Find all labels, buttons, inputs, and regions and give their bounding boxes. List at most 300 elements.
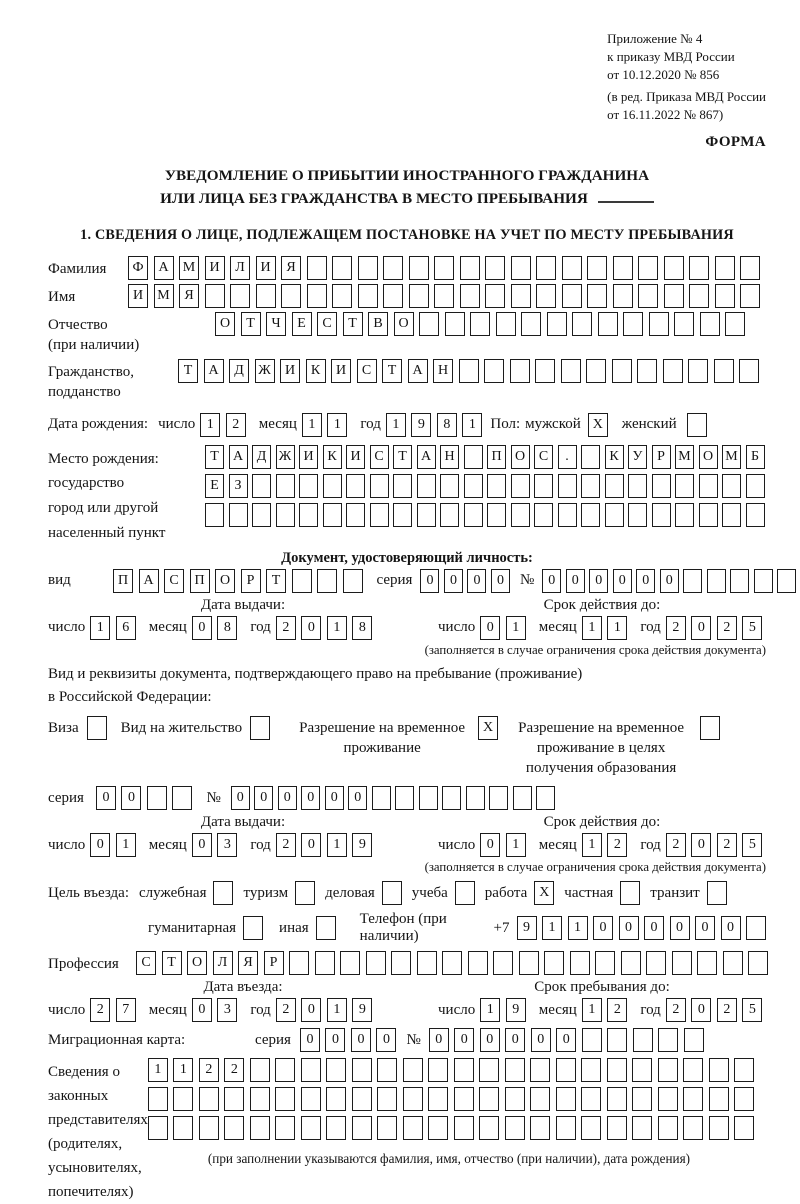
citizenship-cell[interactable]	[459, 359, 479, 383]
doc-series-cell[interactable]: 0	[420, 569, 439, 593]
purpose-private-checkbox[interactable]	[620, 881, 640, 905]
profession-cell[interactable]	[748, 951, 768, 975]
patronymic-cell[interactable]: С	[317, 312, 337, 336]
surname-cell[interactable]	[332, 256, 352, 280]
entry-year-cell[interactable]: 2	[276, 998, 296, 1022]
representative-cell[interactable]	[734, 1116, 754, 1140]
patronymic-cell[interactable]	[623, 312, 643, 336]
profession-cell[interactable]	[570, 951, 590, 975]
representative-cell[interactable]	[505, 1087, 525, 1111]
firstname-cell[interactable]	[256, 284, 276, 308]
patronymic-cell[interactable]	[470, 312, 490, 336]
representative-cell[interactable]	[479, 1058, 499, 1082]
phone-digit-cell[interactable]: 0	[644, 916, 664, 940]
surname-cell[interactable]	[740, 256, 760, 280]
migration-number-cell[interactable]	[633, 1028, 653, 1052]
doc-number-cell[interactable]	[754, 569, 773, 593]
surname-cell[interactable]	[511, 256, 531, 280]
citizenship-cell[interactable]	[612, 359, 632, 383]
issue-year-cell[interactable]: 9	[352, 833, 372, 857]
doc-kind-cell[interactable]: Т	[266, 569, 286, 593]
representative-cell[interactable]	[632, 1058, 652, 1082]
birth-place-cell[interactable]: П	[487, 445, 506, 469]
representative-cell[interactable]	[581, 1116, 601, 1140]
representative-cell[interactable]	[199, 1116, 219, 1140]
issue-year-cell[interactable]: 1	[327, 616, 347, 640]
patronymic-cell[interactable]	[700, 312, 720, 336]
citizenship-cell[interactable]	[688, 359, 708, 383]
representative-cell[interactable]	[632, 1087, 652, 1111]
birth-place-cell[interactable]	[534, 474, 553, 498]
surname-cell[interactable]: И	[205, 256, 225, 280]
doc-kind-cell[interactable]: А	[139, 569, 159, 593]
doc-number-cell[interactable]	[707, 569, 726, 593]
representative-cell[interactable]: 2	[199, 1058, 219, 1082]
phone-digit-cell[interactable]: 0	[721, 916, 741, 940]
citizenship-cell[interactable]: Н	[433, 359, 453, 383]
expiry-month-cell[interactable]: 2	[607, 833, 627, 857]
citizenship-cell[interactable]: А	[204, 359, 224, 383]
citizenship-cell[interactable]	[484, 359, 504, 383]
residence-series-cell[interactable]	[147, 786, 167, 810]
birth-place-cell[interactable]	[417, 474, 436, 498]
birth-place-cell[interactable]	[393, 503, 412, 527]
birth-day-cell[interactable]: 2	[226, 413, 246, 437]
birth-place-cell[interactable]: .	[558, 445, 577, 469]
birth-place-cell[interactable]	[346, 474, 365, 498]
doc-series-cell[interactable]: 0	[444, 569, 463, 593]
birth-place-cell[interactable]: И	[346, 445, 365, 469]
firstname-cell[interactable]	[562, 284, 582, 308]
representative-cell[interactable]	[275, 1087, 295, 1111]
purpose-business-checkbox[interactable]	[382, 881, 402, 905]
representative-cell[interactable]	[658, 1058, 678, 1082]
firstname-cell[interactable]	[358, 284, 378, 308]
patronymic-cell[interactable]	[572, 312, 592, 336]
birth-place-cell[interactable]: О	[699, 445, 718, 469]
representative-cell[interactable]	[454, 1116, 474, 1140]
profession-cell[interactable]	[289, 951, 309, 975]
representative-cell[interactable]	[505, 1116, 525, 1140]
stay-day-cell[interactable]: 9	[506, 998, 526, 1022]
surname-cell[interactable]	[638, 256, 658, 280]
representative-cell[interactable]	[734, 1087, 754, 1111]
visa-checkbox[interactable]	[87, 716, 107, 740]
representative-cell[interactable]	[709, 1087, 729, 1111]
doc-number-cell[interactable]: 0	[542, 569, 561, 593]
profession-cell[interactable]: Я	[238, 951, 258, 975]
doc-series-cell[interactable]: 0	[467, 569, 486, 593]
surname-cell[interactable]	[664, 256, 684, 280]
citizenship-cell[interactable]	[714, 359, 734, 383]
residence-permit-checkbox[interactable]	[250, 716, 270, 740]
doc-number-cell[interactable]: 0	[660, 569, 679, 593]
birth-place-cell[interactable]	[487, 474, 506, 498]
doc-kind-cell[interactable]: О	[215, 569, 235, 593]
purpose-work-checkbox[interactable]: X	[534, 881, 554, 905]
birth-place-cell[interactable]: А	[229, 445, 248, 469]
purpose-tourism-checkbox[interactable]	[295, 881, 315, 905]
migration-number-cell[interactable]: 0	[454, 1028, 474, 1052]
birth-place-cell[interactable]	[605, 503, 624, 527]
migration-series-cell[interactable]: 0	[351, 1028, 371, 1052]
residence-number-cell[interactable]: 0	[278, 786, 297, 810]
residence-number-cell[interactable]: 0	[348, 786, 367, 810]
representative-cell[interactable]	[556, 1058, 576, 1082]
birth-year-cell[interactable]: 8	[437, 413, 457, 437]
surname-cell[interactable]	[689, 256, 709, 280]
surname-cell[interactable]	[383, 256, 403, 280]
residence-number-cell[interactable]: 0	[231, 786, 250, 810]
doc-kind-cell[interactable]: П	[113, 569, 133, 593]
representative-cell[interactable]	[326, 1058, 346, 1082]
residence-number-cell[interactable]	[536, 786, 555, 810]
birth-place-cell[interactable]	[299, 474, 318, 498]
phone-digit-cell[interactable]: 1	[542, 916, 562, 940]
representative-cell[interactable]: 1	[148, 1058, 168, 1082]
issue-year-cell[interactable]: 0	[301, 833, 321, 857]
issue-year-cell[interactable]: 2	[276, 616, 296, 640]
patronymic-cell[interactable]: Т	[241, 312, 261, 336]
birth-place-cell[interactable]	[393, 474, 412, 498]
expiry-day-cell[interactable]: 1	[506, 616, 526, 640]
issue-month-cell[interactable]: 0	[192, 616, 212, 640]
patronymic-cell[interactable]: О	[215, 312, 235, 336]
doc-series-cell[interactable]: 0	[491, 569, 510, 593]
representative-cell[interactable]	[607, 1116, 627, 1140]
birth-place-cell[interactable]	[605, 474, 624, 498]
birth-place-cell[interactable]: С	[534, 445, 553, 469]
profession-cell[interactable]: Р	[264, 951, 284, 975]
representative-cell[interactable]	[326, 1087, 346, 1111]
firstname-cell[interactable]	[511, 284, 531, 308]
firstname-cell[interactable]	[664, 284, 684, 308]
residence-number-cell[interactable]	[489, 786, 508, 810]
representative-cell[interactable]	[352, 1058, 372, 1082]
residence-number-cell[interactable]: 0	[301, 786, 320, 810]
birth-place-cell[interactable]	[464, 474, 483, 498]
patronymic-cell[interactable]: Ч	[266, 312, 286, 336]
citizenship-cell[interactable]: Т	[382, 359, 402, 383]
issue-year-cell[interactable]: 1	[327, 833, 347, 857]
birth-place-cell[interactable]	[652, 503, 671, 527]
patronymic-cell[interactable]	[496, 312, 516, 336]
phone-digit-cell[interactable]: 0	[695, 916, 715, 940]
expiry-year-cell[interactable]: 0	[691, 616, 711, 640]
expiry-month-cell[interactable]: 1	[582, 833, 602, 857]
representative-cell[interactable]	[607, 1087, 627, 1111]
phone-digit-cell[interactable]: 0	[593, 916, 613, 940]
firstname-cell[interactable]	[740, 284, 760, 308]
birth-place-cell[interactable]	[558, 474, 577, 498]
firstname-cell[interactable]	[434, 284, 454, 308]
expiry-year-cell[interactable]: 0	[691, 833, 711, 857]
birth-place-cell[interactable]: К	[605, 445, 624, 469]
expiry-day-cell[interactable]: 1	[506, 833, 526, 857]
birth-place-cell[interactable]: Р	[652, 445, 671, 469]
birth-year-cell[interactable]: 1	[462, 413, 482, 437]
representative-cell[interactable]	[479, 1116, 499, 1140]
profession-cell[interactable]	[340, 951, 360, 975]
entry-year-cell[interactable]: 0	[301, 998, 321, 1022]
representative-cell[interactable]	[403, 1058, 423, 1082]
representative-cell[interactable]	[148, 1087, 168, 1111]
phone-digit-cell[interactable]: 0	[619, 916, 639, 940]
surname-cell[interactable]	[613, 256, 633, 280]
doc-number-cell[interactable]	[777, 569, 796, 593]
migration-number-cell[interactable]: 0	[556, 1028, 576, 1052]
representative-cell[interactable]	[581, 1058, 601, 1082]
representative-cell[interactable]	[581, 1087, 601, 1111]
phone-digit-cell[interactable]	[746, 916, 766, 940]
birth-place-cell[interactable]	[252, 474, 271, 498]
residence-number-cell[interactable]	[442, 786, 461, 810]
surname-cell[interactable]: И	[256, 256, 276, 280]
profession-cell[interactable]: С	[136, 951, 156, 975]
doc-number-cell[interactable]	[683, 569, 702, 593]
issue-year-cell[interactable]: 8	[352, 616, 372, 640]
firstname-cell[interactable]	[409, 284, 429, 308]
issue-month-cell[interactable]: 8	[217, 616, 237, 640]
representative-cell[interactable]	[199, 1087, 219, 1111]
birth-place-cell[interactable]	[440, 474, 459, 498]
birth-place-cell[interactable]	[299, 503, 318, 527]
patronymic-cell[interactable]	[674, 312, 694, 336]
firstname-cell[interactable]	[613, 284, 633, 308]
birth-place-cell[interactable]	[722, 474, 741, 498]
birth-place-cell[interactable]	[346, 503, 365, 527]
representative-cell[interactable]	[734, 1058, 754, 1082]
profession-cell[interactable]	[544, 951, 564, 975]
issue-year-cell[interactable]: 2	[276, 833, 296, 857]
migration-number-cell[interactable]: 0	[531, 1028, 551, 1052]
birth-place-cell[interactable]	[675, 474, 694, 498]
expiry-year-cell[interactable]: 2	[717, 833, 737, 857]
surname-cell[interactable]: Ф	[128, 256, 148, 280]
residence-number-cell[interactable]: 0	[254, 786, 273, 810]
birth-place-cell[interactable]	[511, 474, 530, 498]
profession-cell[interactable]	[621, 951, 641, 975]
representative-cell[interactable]	[377, 1087, 397, 1111]
patronymic-cell[interactable]	[521, 312, 541, 336]
purpose-official-checkbox[interactable]	[213, 881, 233, 905]
expiry-day-cell[interactable]: 0	[480, 833, 500, 857]
entry-day-cell[interactable]: 7	[116, 998, 136, 1022]
birth-place-cell[interactable]	[581, 503, 600, 527]
birth-place-cell[interactable]: К	[323, 445, 342, 469]
female-checkbox[interactable]	[687, 413, 707, 437]
profession-cell[interactable]	[417, 951, 437, 975]
stay-year-cell[interactable]: 0	[691, 998, 711, 1022]
representative-cell[interactable]: 2	[224, 1058, 244, 1082]
entry-month-cell[interactable]: 0	[192, 998, 212, 1022]
doc-number-cell[interactable]	[730, 569, 749, 593]
representative-cell[interactable]	[377, 1116, 397, 1140]
birth-place-cell[interactable]	[323, 503, 342, 527]
migration-number-cell[interactable]: 0	[480, 1028, 500, 1052]
representative-cell[interactable]	[454, 1058, 474, 1082]
purpose-humanitarian-checkbox[interactable]	[243, 916, 263, 940]
representative-cell[interactable]	[683, 1058, 703, 1082]
migration-series-cell[interactable]: 0	[300, 1028, 320, 1052]
migration-series-cell[interactable]: 0	[376, 1028, 396, 1052]
citizenship-cell[interactable]: Ж	[255, 359, 275, 383]
representative-cell[interactable]	[301, 1058, 321, 1082]
surname-cell[interactable]	[409, 256, 429, 280]
profession-cell[interactable]	[391, 951, 411, 975]
representative-cell[interactable]	[250, 1058, 270, 1082]
patronymic-cell[interactable]: Е	[292, 312, 312, 336]
patronymic-cell[interactable]: Т	[343, 312, 363, 336]
citizenship-cell[interactable]: Т	[178, 359, 198, 383]
surname-cell[interactable]: Л	[230, 256, 250, 280]
profession-cell[interactable]	[442, 951, 462, 975]
birth-place-cell[interactable]: У	[628, 445, 647, 469]
firstname-cell[interactable]	[715, 284, 735, 308]
representative-cell[interactable]	[352, 1116, 372, 1140]
birth-place-cell[interactable]: О	[511, 445, 530, 469]
birth-place-cell[interactable]: А	[417, 445, 436, 469]
surname-cell[interactable]	[562, 256, 582, 280]
surname-cell[interactable]: М	[179, 256, 199, 280]
birth-place-cell[interactable]	[699, 503, 718, 527]
migration-series-cell[interactable]: 0	[325, 1028, 345, 1052]
representative-cell[interactable]	[326, 1116, 346, 1140]
stay-year-cell[interactable]: 2	[717, 998, 737, 1022]
birth-place-cell[interactable]: Д	[252, 445, 271, 469]
surname-cell[interactable]	[485, 256, 505, 280]
representative-cell[interactable]	[658, 1087, 678, 1111]
entry-year-cell[interactable]: 9	[352, 998, 372, 1022]
representative-cell[interactable]	[683, 1087, 703, 1111]
stay-year-cell[interactable]: 5	[742, 998, 762, 1022]
birth-place-cell[interactable]	[722, 503, 741, 527]
citizenship-cell[interactable]	[637, 359, 657, 383]
doc-kind-cell[interactable]: С	[164, 569, 184, 593]
firstname-cell[interactable]	[332, 284, 352, 308]
representative-cell[interactable]	[658, 1116, 678, 1140]
birth-place-cell[interactable]	[581, 474, 600, 498]
birth-day-cell[interactable]: 1	[200, 413, 220, 437]
birth-place-cell[interactable]	[205, 503, 224, 527]
expiry-year-cell[interactable]: 2	[717, 616, 737, 640]
profession-cell[interactable]	[519, 951, 539, 975]
representative-cell[interactable]	[709, 1116, 729, 1140]
representative-cell[interactable]	[301, 1087, 321, 1111]
firstname-cell[interactable]: Я	[179, 284, 199, 308]
expiry-year-cell[interactable]: 5	[742, 833, 762, 857]
representative-cell[interactable]	[556, 1116, 576, 1140]
representative-cell[interactable]	[275, 1058, 295, 1082]
birth-place-cell[interactable]: Т	[393, 445, 412, 469]
firstname-cell[interactable]	[587, 284, 607, 308]
representative-cell[interactable]	[428, 1087, 448, 1111]
birth-place-cell[interactable]	[276, 503, 295, 527]
representative-cell[interactable]	[250, 1116, 270, 1140]
representative-cell[interactable]	[454, 1087, 474, 1111]
birth-place-cell[interactable]: З	[229, 474, 248, 498]
migration-number-cell[interactable]	[658, 1028, 678, 1052]
expiry-year-cell[interactable]: 2	[666, 833, 686, 857]
citizenship-cell[interactable]: С	[357, 359, 377, 383]
entry-year-cell[interactable]: 1	[327, 998, 347, 1022]
issue-day-cell[interactable]: 1	[116, 833, 136, 857]
birth-place-cell[interactable]	[511, 503, 530, 527]
residence-number-cell[interactable]	[395, 786, 414, 810]
stay-month-cell[interactable]: 1	[582, 998, 602, 1022]
profession-cell[interactable]: Т	[162, 951, 182, 975]
issue-day-cell[interactable]: 1	[90, 616, 110, 640]
doc-number-cell[interactable]: 0	[613, 569, 632, 593]
representative-cell[interactable]	[403, 1116, 423, 1140]
birth-place-cell[interactable]: С	[370, 445, 389, 469]
expiry-month-cell[interactable]: 1	[607, 616, 627, 640]
birth-place-cell[interactable]: Ж	[276, 445, 295, 469]
doc-kind-cell[interactable]	[292, 569, 312, 593]
birth-place-cell[interactable]	[276, 474, 295, 498]
birth-place-cell[interactable]	[417, 503, 436, 527]
citizenship-cell[interactable]: И	[331, 359, 351, 383]
firstname-cell[interactable]	[205, 284, 225, 308]
birth-place-cell[interactable]	[464, 503, 483, 527]
residence-number-cell[interactable]	[466, 786, 485, 810]
migration-number-cell[interactable]	[684, 1028, 704, 1052]
stay-month-cell[interactable]: 2	[607, 998, 627, 1022]
temp-residence-permit-edu-checkbox[interactable]	[700, 716, 720, 740]
citizenship-cell[interactable]	[561, 359, 581, 383]
birth-place-cell[interactable]	[581, 445, 600, 469]
representative-cell[interactable]	[148, 1116, 168, 1140]
surname-cell[interactable]: Я	[281, 256, 301, 280]
firstname-cell[interactable]	[307, 284, 327, 308]
birth-place-cell[interactable]: И	[299, 445, 318, 469]
representative-cell[interactable]	[275, 1116, 295, 1140]
profession-cell[interactable]	[366, 951, 386, 975]
citizenship-cell[interactable]	[663, 359, 683, 383]
citizenship-cell[interactable]	[535, 359, 555, 383]
doc-kind-cell[interactable]	[317, 569, 337, 593]
patronymic-cell[interactable]	[649, 312, 669, 336]
birth-place-cell[interactable]	[746, 474, 765, 498]
issue-month-cell[interactable]: 0	[192, 833, 212, 857]
male-checkbox[interactable]: X	[588, 413, 608, 437]
birth-place-cell[interactable]: Н	[440, 445, 459, 469]
birth-place-cell[interactable]: Е	[205, 474, 224, 498]
stay-day-cell[interactable]: 1	[480, 998, 500, 1022]
expiry-day-cell[interactable]: 0	[480, 616, 500, 640]
profession-cell[interactable]	[493, 951, 513, 975]
representative-cell[interactable]	[224, 1116, 244, 1140]
firstname-cell[interactable]: И	[128, 284, 148, 308]
surname-cell[interactable]	[536, 256, 556, 280]
citizenship-cell[interactable]: Д	[229, 359, 249, 383]
representative-cell[interactable]: 1	[173, 1058, 193, 1082]
issue-day-cell[interactable]: 6	[116, 616, 136, 640]
profession-cell[interactable]	[723, 951, 743, 975]
birth-place-cell[interactable]	[628, 474, 647, 498]
surname-cell[interactable]	[460, 256, 480, 280]
profession-cell[interactable]	[646, 951, 666, 975]
residence-number-cell[interactable]	[372, 786, 391, 810]
patronymic-cell[interactable]	[725, 312, 745, 336]
firstname-cell[interactable]	[638, 284, 658, 308]
citizenship-cell[interactable]: А	[408, 359, 428, 383]
patronymic-cell[interactable]: О	[394, 312, 414, 336]
doc-kind-cell[interactable]: П	[190, 569, 210, 593]
birth-place-cell[interactable]: М	[675, 445, 694, 469]
residence-series-cell[interactable]	[172, 786, 192, 810]
representative-cell[interactable]	[377, 1058, 397, 1082]
